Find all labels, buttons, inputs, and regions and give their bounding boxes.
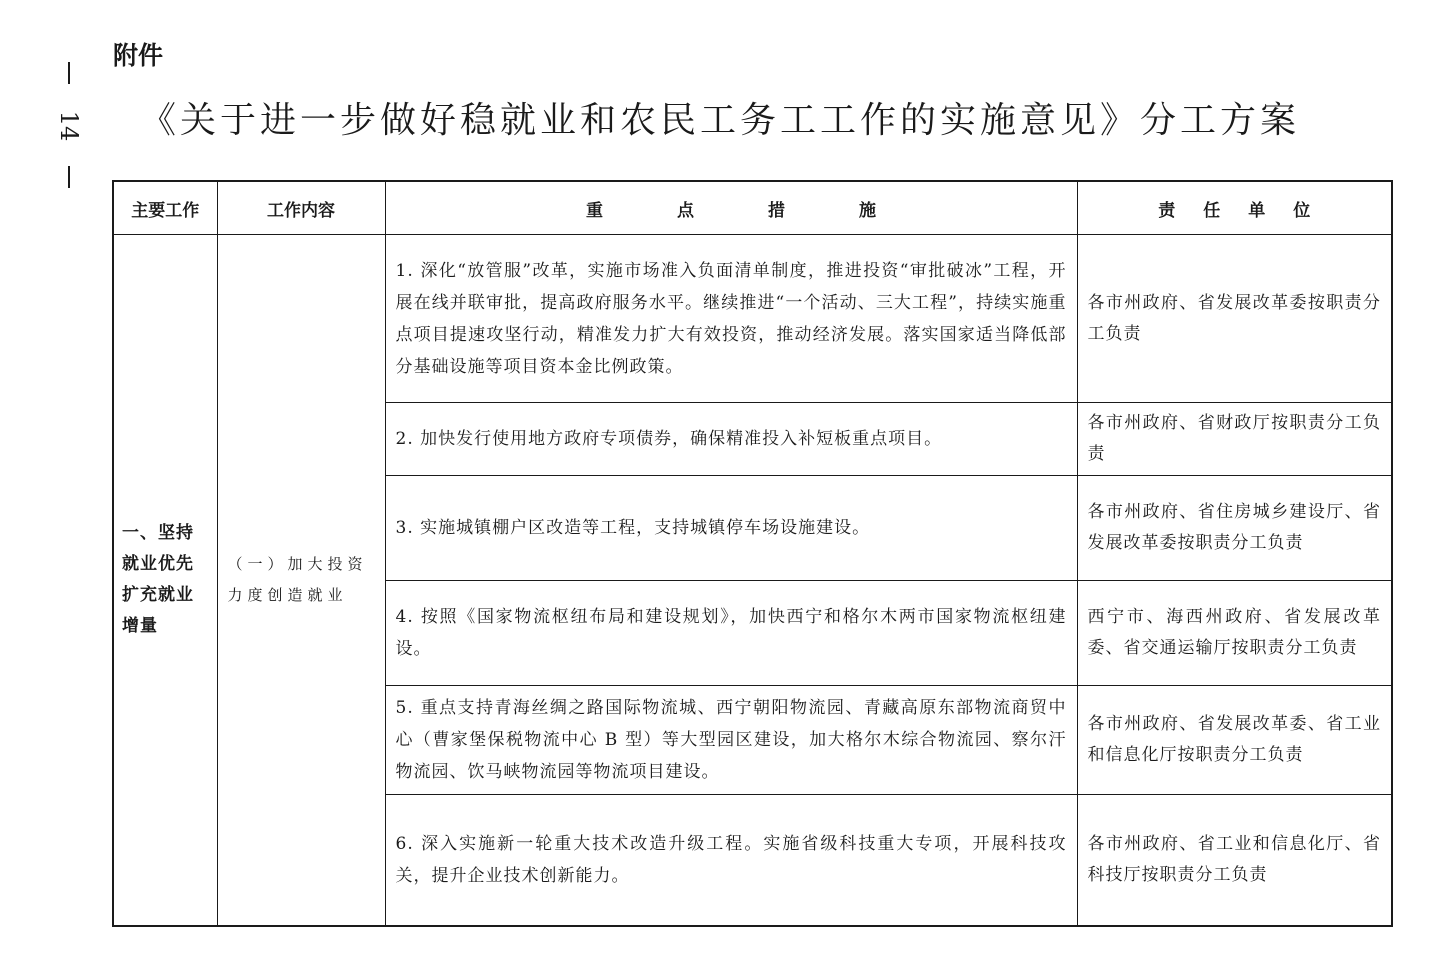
- header-responsible-units: [1077, 181, 1392, 235]
- page-number-dash-top: [68, 62, 70, 84]
- responsible-cell: 各市州政府、省工业和信息化厅、省科技厅按职责分工负责: [1077, 795, 1392, 926]
- main-work-cell: 一、坚持就业优先扩充就业增量: [113, 235, 217, 926]
- page-number-dash-bottom: [68, 166, 70, 188]
- measure-cell: 3. 实施城镇棚户区改造等工程，支持城镇停车场设施建设。: [385, 476, 1077, 581]
- header-responsible-units-text: 责任单位: [1158, 200, 1339, 221]
- measure-cell: 1. 深化“放管服”改革，实施市场准入负面清单制度，推进投资“审批破冰”工程，开展在线并联审批，提高政府服务水平。继续推进“一个活动、三大工程”，持续实施重点项目提速攻坚行动，精准发力扩大有效投资，推动经济发展。落实国家适当降低部分基础设施等项目资本金比例政策。: [385, 235, 1077, 403]
- table-row: [113, 235, 1392, 403]
- responsible-cell: 各市州政府、省住房城乡建设厅、省发展改革委按职责分工负责: [1077, 476, 1392, 581]
- measure-cell: 4. 按照《国家物流枢纽布局和建设规划》，加快西宁和格尔木两市国家物流枢纽建设。: [385, 581, 1077, 686]
- measure-cell: 6. 深入实施新一轮重大技术改造升级工程。实施省级科技重大专项，开展科技攻关，提升企业技术创新能力。: [385, 795, 1077, 926]
- document-title: 《关于进一步做好稳就业和农民工务工工作的实施意见》分工方案: [140, 100, 1301, 141]
- page-number: 14: [55, 110, 83, 142]
- measure-cell: 2. 加快发行使用地方政府专项债券，确保精准投入补短板重点项目。: [385, 403, 1077, 476]
- header-key-measures: [385, 181, 1077, 235]
- page-number-marker: [50, 62, 88, 194]
- table-header-row: [113, 181, 1392, 235]
- attachment-label: 附件: [113, 41, 164, 70]
- measure-cell: 5. 重点支持青海丝绸之路国际物流城、西宁朝阳物流园、青藏高原东部物流商贸中心（曹家堡保税物流中心 B 型）等大型园区建设，加大格尔木综合物流园、察尔汗物流园、饮马峡物流园等物流项目建设。: [385, 686, 1077, 795]
- responsible-cell: 西宁市、海西州政府、省发展改革委、省交通运输厅按职责分工负责: [1077, 581, 1392, 686]
- responsible-cell: 各市州政府、省发展改革委按职责分工负责: [1077, 235, 1392, 403]
- responsible-cell: 各市州政府、省发展改革委、省工业和信息化厅按职责分工负责: [1077, 686, 1392, 795]
- header-key-measures-text: 重点措施: [586, 200, 950, 221]
- division-of-labor-table: [112, 180, 1393, 927]
- header-work-content: 工作内容: [217, 181, 385, 235]
- responsible-cell: 各市州政府、省财政厅按职责分工负责: [1077, 403, 1392, 476]
- work-content-cell: （一）加大投资力度创造就业: [217, 235, 385, 926]
- header-main-work: 主要工作: [113, 181, 217, 235]
